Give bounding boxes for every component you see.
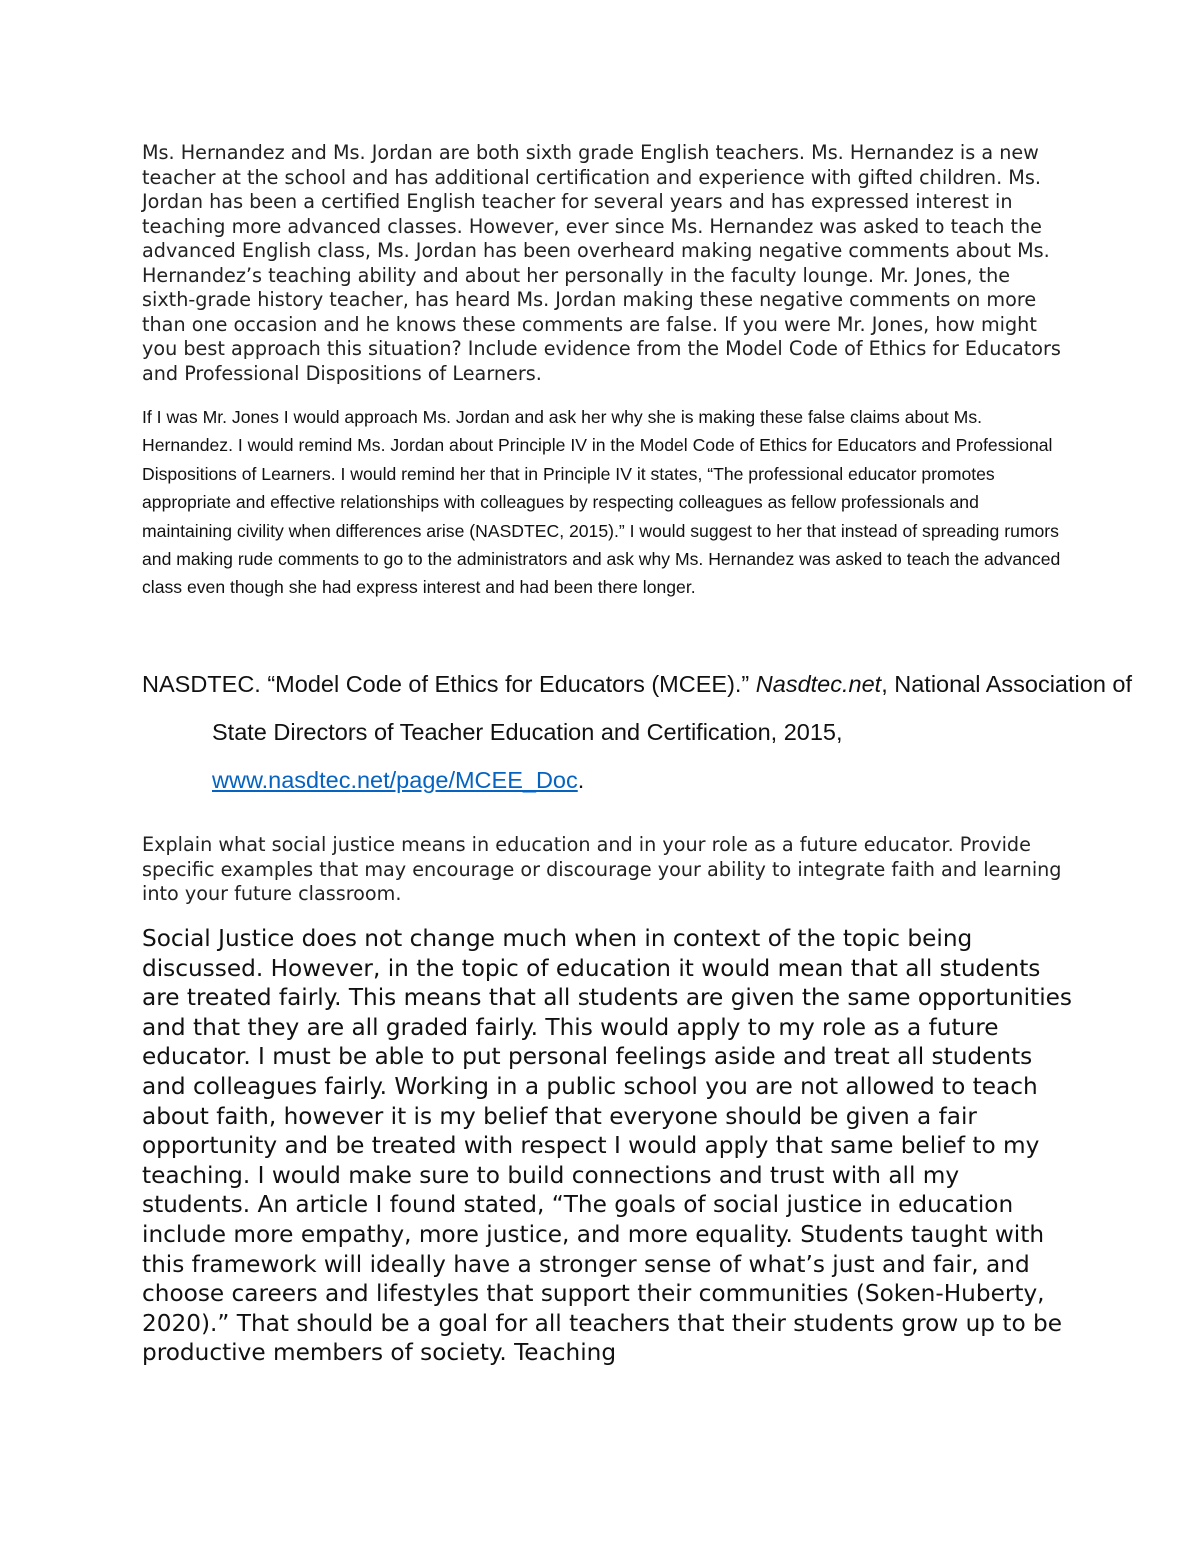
works-cited-entry bbox=[142, 660, 1137, 804]
answer-social-justice: Social Justice does not change much when in context of the topic being discussed. However, in the topic of education it would mean that all students are treated fairly. This means that all students are given the same opportunities and that they are all graded fairly. This would apply to my role as a future educator. I must be able to put personal feelings aside and treat all students and colleagues fairly. Working in a public school you are not allowed to teach about faith, however it is my belief that everyone should be given a fair opportunity and be treated with respect I would apply that same belief to my teaching. I would make sure to build connections and trust with all my students. An article I found stated, “The goals of social justice in education include more empathy, more justice, and more equality. Students taught with this framework will ideally have a stronger sense of what’s just and fair, and choose careers and lifestyles that support their communities (Soken-Huberty, 2020).” That should be a goal for all teachers that their students grow up to be productive members of society. Teaching bbox=[142, 925, 1072, 1367]
citation-url-link[interactable]: www.nasdtec.net/page/MCEE_Doc bbox=[212, 767, 578, 793]
answer-ethics-scenario: If I was Mr. Jones I would approach Ms. Jordan and ask her why she is making these false claims about Ms. Hernandez. I would remind Ms. Jordan about Principle IV in the Model Code of Ethics for Educators and Professional Dispositions of Learners. I would remind her that in Principle IV it states, “The professional educator promotes appropriate and effective relationships with colleagues by respecting colleagues as fellow professionals and maintaining civility when differences arise (NASDTEC, 2015).” I would suggest to her that instead of spreading rumors and making rude comments to go to the administrators and ask why Ms. Hernandez was asked to teach the advanced class even though she had express interest and had been there longer. bbox=[142, 407, 1061, 598]
citation-publisher: , National Association of State Directors of Teacher Education and Certification, 2015, bbox=[212, 671, 1133, 745]
citation-trail: . bbox=[577, 767, 585, 793]
prompt-ethics-scenario: Ms. Hernandez and Ms. Jordan are both sixth grade English teachers. Ms. Hernandez is a new teacher at the school and has additional certification and experience with gifted children. Ms. Jordan has been a certified English teacher for several years and has expressed interest in teaching more advanced classes. However, ever since Ms. Hernandez was asked to teach the advanced English class, Ms. Jordan has been overheard making negative comments about Ms. Hernandez’s teaching ability and about her personally in the faculty lounge. Mr. Jones, the sixth-grade history teacher, has heard Ms. Jordan making these negative comments on more than one occasion and he knows these comments are false. If you were Mr. Jones, how might you best approach this situation? Include evidence from the Model Code of Ethics for Educators and Professional Dispositions of Learners. bbox=[142, 141, 1061, 385]
prompt-social-justice: Explain what social justice means in education and in your role as a future educator. Provide specific examples that may encourage or discourage your ability to integrate faith and learning into your future classroom. bbox=[142, 833, 1062, 905]
citation-lead: NASDTEC. “Model Code of Ethics for Educators (MCEE).” bbox=[142, 671, 756, 697]
citation-source: Nasdtec.net bbox=[755, 671, 882, 697]
